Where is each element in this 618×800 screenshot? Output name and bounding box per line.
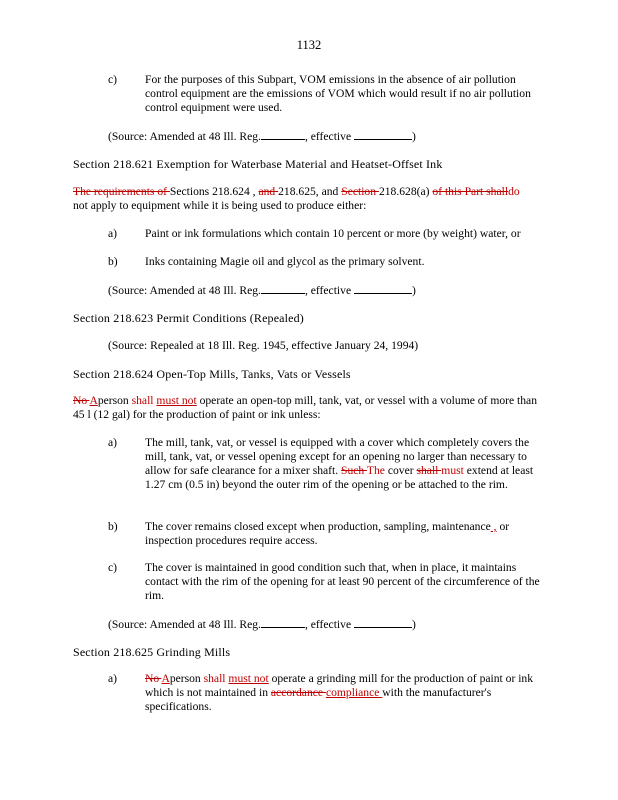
item-label-c: c) — [108, 561, 118, 574]
section-heading-625: Section 218.625 Grinding Mills — [73, 645, 231, 659]
source-note — [108, 129, 416, 144]
inserted-text: must not — [228, 672, 269, 685]
deleted-text: Section — [341, 185, 379, 198]
deleted-text: The requirements of — [73, 185, 170, 198]
text: The cover remains closed except when production, sampling, maintenance — [145, 520, 491, 533]
text: or inspection procedures require access. — [145, 520, 510, 547]
date-blank — [354, 129, 412, 140]
page-number: 1132 — [296, 38, 322, 52]
text: operate an open-top mill, tank, vat, or vessel with a volume of more than 45 l (12 gal) for the production of paint or ink unless: — [73, 394, 537, 421]
date-blank — [354, 283, 412, 294]
item-a-text: Paint or ink formulations which contain 10 percent or more (by weight) water, or — [145, 227, 521, 240]
text: not apply to equipment while it is being used to produce either: — [73, 199, 367, 212]
section-heading-623: Section 218.623 Permit Conditions (Repealed) — [73, 311, 304, 325]
deleted-text: shall — [131, 394, 157, 407]
deleted-text: No — [73, 394, 90, 407]
source-note — [108, 283, 416, 298]
inserted-text: do — [508, 185, 520, 198]
text: , — [249, 185, 259, 198]
section-heading-624: Section 218.624 Open-Top Mills, Tanks, Vats or Vessels — [73, 367, 351, 381]
source-prefix: (Source: Amended at 48 Ill. Reg. — [108, 130, 261, 143]
source-note-repealed: (Source: Repealed at 18 Ill. Reg. 1945, effective January 24, 1994) — [108, 339, 419, 352]
inserted-text: , — [490, 520, 497, 533]
date-blank — [354, 617, 412, 628]
source-note — [108, 617, 416, 632]
source-prefix: (Source: Amended at 48 Ill. Reg. — [108, 618, 261, 631]
item-b-text — [145, 520, 540, 548]
source-end: ) — [412, 284, 416, 297]
text: extend at least 1.27 cm (0.5 in) beyond the outer rim of the opening or be attached to the rim. — [145, 464, 534, 491]
source-end: ) — [412, 618, 416, 631]
source-mid: , effective — [304, 618, 352, 631]
source-mid: , effective — [304, 130, 352, 143]
text: , or vessel is equipped with a cover which completely covers the mill, tank, vat — [145, 436, 530, 463]
text: The mill, tank, vat — [145, 436, 231, 449]
item-label-b: b) — [108, 255, 118, 268]
text: 218.625, and — [278, 185, 342, 198]
deleted-text: accordance — [270, 686, 326, 699]
source-end: ) — [412, 130, 416, 143]
deleted-text: and — [258, 185, 279, 198]
inserted-text: A — [89, 394, 98, 407]
reg-blank — [261, 617, 305, 628]
source-mid: , effective — [304, 284, 352, 297]
text: with the manufacturer's specifications. — [145, 686, 492, 713]
inserted-text: The — [366, 464, 385, 477]
item-label-b: b) — [108, 520, 118, 533]
inserted-text: compliance — [325, 686, 383, 699]
text: cover — [384, 464, 417, 477]
text: , or vessel opening except for an opening no larger than necessary to allow for safe clearance for a mixer shaft. — [145, 450, 527, 477]
deleted-text: Such — [341, 464, 367, 477]
item-label-a: a) — [108, 436, 118, 449]
section-621-paragraph — [73, 185, 538, 213]
item-a-text — [145, 672, 540, 714]
source-prefix: (Source: Amended at 48 Ill. Reg. — [108, 284, 261, 297]
text: operate a grinding mill for the production of paint or ink which is not maintained in — [145, 672, 534, 699]
item-b-text: Inks containing Magie oil and glycol as the primary solvent. — [145, 255, 425, 268]
inserted-text: A — [161, 672, 170, 685]
text: 218.628(a) — [378, 185, 433, 198]
text: person — [169, 672, 204, 685]
deleted-text: shall — [416, 464, 442, 477]
inserted-text: must — [441, 464, 464, 477]
item-a-text — [145, 436, 540, 492]
item-label-a: a) — [108, 227, 118, 240]
item-c-text: For the purposes of this Subpart, VOM emissions in the absence of air pollution control equipment are the emissions of VOM which would result if no air pollution control equipment were used. — [145, 73, 531, 114]
text: person — [97, 394, 132, 407]
item-c-text: The cover is maintained in good condition such that, when in place, it maintains contact with the rim of the opening for at least 90 percent of the circumference of the rim. — [145, 561, 540, 602]
section-heading-621: Section 218.621 Exemption for Waterbase Material and Heatset-Offset Ink — [73, 157, 443, 171]
deleted-text: of this Part shall — [432, 185, 509, 198]
reg-blank — [261, 129, 305, 140]
item-label-c: c) — [108, 73, 118, 86]
section-624-paragraph — [73, 394, 538, 422]
inserted-text: must not — [156, 394, 197, 407]
text: Sections 218.624 — [169, 185, 250, 198]
item-label-a: a) — [108, 672, 118, 685]
deleted-text: shall — [203, 672, 229, 685]
deleted-text: No — [145, 672, 162, 685]
reg-blank — [261, 283, 305, 294]
